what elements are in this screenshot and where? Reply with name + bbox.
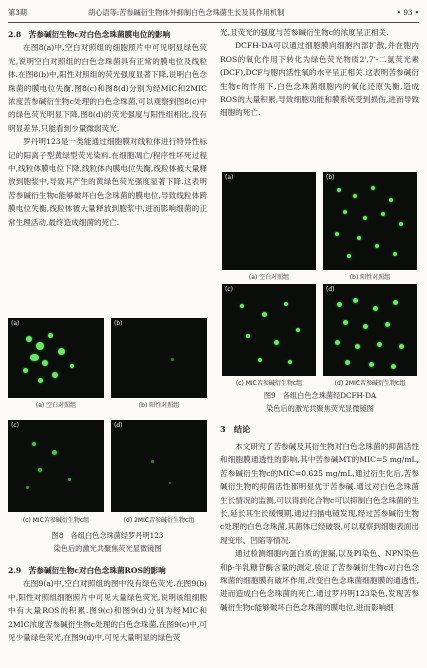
fig9-panel-c-label: (c) xyxy=(225,286,233,293)
fig8-panel-a xyxy=(8,318,104,398)
fig9-panel-a xyxy=(222,172,316,270)
fig8-panel-a-label: (a) xyxy=(11,320,20,327)
fig8-caption-d: (d) 2MIC苦参碱衍生物c组 xyxy=(123,517,195,524)
fig9-caption-c: (c) MIC苦参碱衍生物c组 xyxy=(235,380,303,387)
figure-8 xyxy=(8,318,207,558)
section-2-8-paragraph-2: 罗丹明123是一类能通过细胞膜对线粒体进行特异性标记的阳离子型黄绿型荧光染料.在细胞凋亡/程序性坏死过程中,线粒体膜电位下降,线粒体内膜电位失衡,线粒体被大量释放到胞浆中,导致其产生的黄绿色荧光强度显著下降.这表明苦参碱衍生物c能够破坏白色念珠菌的膜电位,导致线粒体跨膜电位失衡,线粒体被大量释放到胞浆中,进而影响细菌的正常生理活动,最终造成细菌的死亡. xyxy=(8,137,207,227)
fig8-caption-b: (b) 阳性对照组 xyxy=(138,402,180,409)
conclusion-body xyxy=(220,440,419,614)
fig8-caption-c: (c) MIC苦参碱衍生物c组 xyxy=(22,517,90,524)
fig9-panel-b xyxy=(323,172,417,270)
fig9-caption-d: (d) 2MIC苦参碱衍生物c组 xyxy=(334,380,406,387)
conclusion-paragraph-1: 本文研究了苦参碱及其衍生物对白色念珠菌的抑菌活性和细胞膜通透性的影响,其中苦参碱MT的MIC=5 mg/mL,苦参碱衍生物c的MIC=0.625 mg/mL,通过衍生化后,苦参碱衍生物的抑菌活性都明显优于苦参碱.通过对白色念珠菌生长情况的监测,可以得到化合物c可以抑制白色念珠菌的生长,延长其生长缓慢期.通过扫描电镜发现,经过苦参碱衍生物c处理的白色念珠菌,其菌体已经破裂,可以观察到细胞表面出现变形、凹陷等情况. xyxy=(220,442,419,545)
continued-paragraph: 光,且荧光的强度与苦参碱衍生物c的浓度呈正相关. xyxy=(220,28,389,37)
fig9-caption-b: (b) 阳性对照组 xyxy=(349,274,391,281)
left-column xyxy=(8,26,207,229)
running-title: 胡心语等:苦参碱衍生物体外抑制白色念珠菌生长及其作用机制 xyxy=(88,8,285,17)
fig9-panel-b-label: (b) xyxy=(326,174,335,181)
fig8-panel-b-label: (b) xyxy=(114,320,123,327)
fig8-caption-line2: 染色后的激光共聚焦荧光显微镜图 xyxy=(53,544,162,553)
fig9-caption-a: (a) 空白对照组 xyxy=(248,274,290,281)
fig9-caption-line2: 染色后的激光共聚焦荧光显微镜图 xyxy=(266,404,374,413)
page-header xyxy=(8,6,419,20)
section-3-title: 3 结论 xyxy=(220,424,251,434)
fig9-caption-line1: 图9 各组白色念珠菌经DCFH-DA xyxy=(263,391,377,400)
fig9-panel-d xyxy=(323,284,417,376)
fig9-panel-c xyxy=(222,284,316,376)
fig9-panel-a-label: (a) xyxy=(225,174,234,181)
section-2-9-title: 2.9 苦参碱衍生物c对白色念珠菌ROS的影响 xyxy=(8,566,166,575)
fig8-panel-d-label: (d) xyxy=(114,422,123,429)
conclusion-paragraph-2: 通过检测细胞内蛋白质的泄漏,以及PI染色、NPN染色和β-半乳糖苷酶含量的测定,验证了苦参碱衍生物c对白色念珠菌的细胞膜有破坏作用,改变白色念珠菌细胞膜的通透性,进而造成白色念珠菌的死亡.通过罗丹明123染色,发现苦参碱衍生物c能够破坏白色念珠菌的膜电位,进而影响细 xyxy=(220,549,419,612)
fig9-panel-d-label: (d) xyxy=(326,286,335,293)
fig8-caption-line1: 图8 各组白色念珠菌经罗丹明123 xyxy=(51,531,164,540)
section-2-8-title: 2.8 苦参碱衍生物c对白色念珠菌膜电位的影响 xyxy=(8,30,171,39)
fig8-caption-a: (a) 空白对照组 xyxy=(35,402,77,409)
header-rule xyxy=(8,22,419,23)
issue-number: 第3期 xyxy=(8,8,27,17)
section-2-9-paragraph-1: 在图9(a)中,空白对照组的图中没有绿色荧光.在图9(b)中,阳性对照组细胞照片中可见大量绿色荧光,说明该组细胞中有大量ROS的积累.图9(c)和图9(d)分别为经MIC和2MIC浓度苦参碱衍生物c处理的白色念珠菌,在图9(c)中,可见少量绿色荧光,在图9(d)中,可见大量明显的绿色荧 xyxy=(8,579,207,643)
fig8-panel-c-label: (c) xyxy=(11,422,19,429)
fig8-panel-c xyxy=(8,420,104,512)
fig8-panel-b xyxy=(111,318,207,398)
right-column xyxy=(220,26,419,120)
figure-9 xyxy=(222,172,418,420)
fig8-panel-d xyxy=(111,420,207,512)
section-2-8-paragraph-1: 在图8(a)中,空白对照组的细胞照片中可见明显绿色荧光,说明空白对照组的白色念珠菌具有正常的膜电位及线粒体.在图8(b)中,阳性对照组的荧光强度显著下降,说明白色念珠菌的膜电位失衡.图8(c)和图8(d)分别为经MIC和2MIC浓度苦参碱衍生物c处理的白色念珠菌,可以观察到图8(c)中的绿色荧光明显下降,图8(d)的荧光强度与阳性组相比,没有明显差异,只能看到少量微弱荧光. xyxy=(8,43,207,133)
left-column-lower xyxy=(8,562,207,644)
page-number: • 93 • xyxy=(396,8,419,17)
dcfh-paragraph: DCFH-DA可以通过细胞膜向细胞内部扩散,并在胞内ROS的氧化作用下转化为绿色荧光物质2',7'-二氯荧光素(DCF),DCF与胞内活性氧的水平呈正相关.这表明苦参碱衍生物c的作用下,白色念珠菌细胞内的氧化还原失衡,造成ROS的大量积累,导致细胞功能和膜系统受到损伤,进而导致细胞的死亡. xyxy=(220,41,419,118)
